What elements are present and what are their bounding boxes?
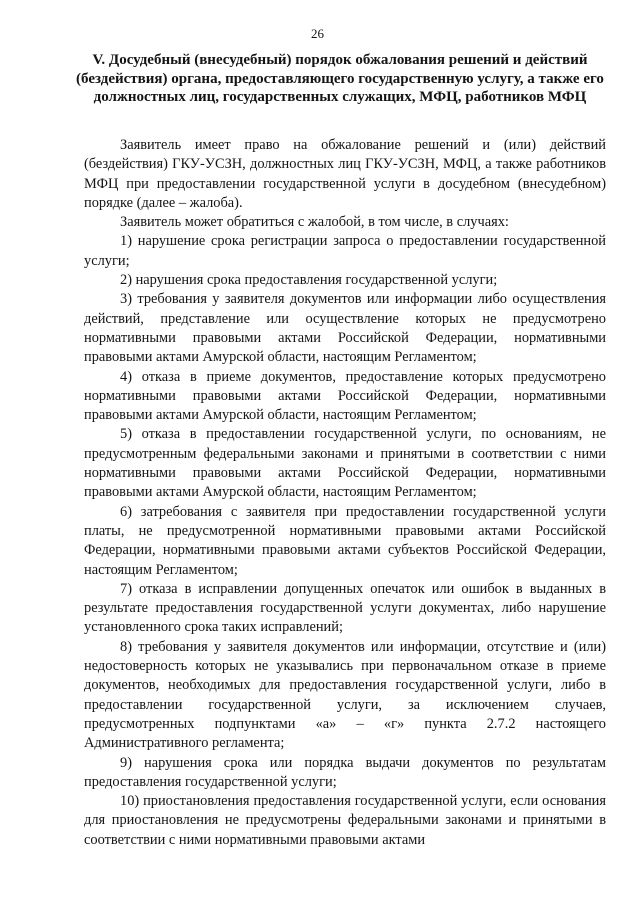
- list-item-8: 8) требования у заявителя документов или информации, отсутствие и (или) недостоверность которых не указывались при первоначальном отказе в приеме документов, необходимых для предоставления государственной услуги, либо в предоставлении государственной услуги, за исключением случаев, предусмотренных подпунктами «а» – «г» пункта 2.7.2 настоящего Административного регламента;: [84, 638, 606, 752]
- list-item-9: 9) нарушения срока или порядка выдачи документов по результатам предоставления государственной услуги;: [84, 754, 606, 790]
- list-item-1: 1) нарушение срока регистрации запроса о предоставлении государственной услуги;: [84, 233, 606, 269]
- list-item-5: 5) отказа в предоставлении государственной услуги, по основаниям, не предусмотренным федеральными законами и принятыми в соответствии с ними нормативными правовыми актами Российской Федерации, нормативными правовыми актами Амурской области, настоящим Регламентом;: [84, 426, 606, 501]
- page-number: 26: [311, 26, 324, 41]
- paragraph-cases-lead: Заявитель может обратиться с жалобой, в том числе, в случаях:: [120, 214, 509, 231]
- list-item-2: 2) нарушения срока предоставления государственной услуги;: [120, 272, 498, 289]
- list-item-6: 6) затребования с заявителя при предоставлении государственной услуги платы, не предусмотренной нормативными правовыми актами Российской Федерации, нормативными правовыми актами субъектов Российской Федерации, настоящим Регламентом;: [84, 503, 606, 578]
- section-heading: V. Досудебный (внесудебный) порядок обжалования решений и действий (бездействия) органа, предоставляющего государственную услугу, а также его должностных лиц, государственных служащих, МФЦ, работников МФЦ: [76, 52, 604, 105]
- list-item-3: 3) требования у заявителя документов или информации либо осуществления действий, представление или осуществление которых не предусмотрено нормативными правовыми актами Российской Федерации, нормативными правовыми актами Амурской области, настоящим Регламентом;: [84, 291, 606, 366]
- list-item-10: 10) приостановления предоставления государственной услуги, если основания для приостановления не предусмотрены федеральными законами и принятыми в соответствии с ними нормативными правовыми актами: [84, 793, 606, 848]
- list-item-4: 4) отказа в приеме документов, предоставление которых предусмотрено нормативными правовыми актами Российской Федерации, нормативными правовыми актами Амурской области, настоящим Регламентом;: [84, 368, 606, 424]
- list-item-7: 7) отказа в исправлении допущенных опечаток или ошибок в выданных в результате предоставления государственной услуги документах, либо нарушение установленного срока таких исправлений;: [84, 580, 606, 636]
- body-text: [84, 136, 606, 850]
- paragraph-intro: Заявитель имеет право на обжалование решений и (или) действий (бездействия) ГКУ-УСЗН, должностных лиц ГКУ-УСЗН, МФЦ, а также работников МФЦ при предоставлении государственной услуги в досудебном (внесудебном) порядке (далее – жалоба).: [84, 137, 606, 211]
